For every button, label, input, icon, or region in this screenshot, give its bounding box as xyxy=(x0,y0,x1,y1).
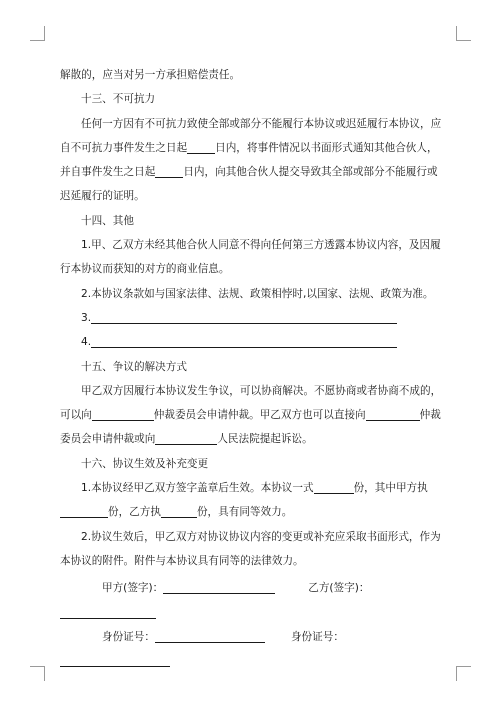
blank-field xyxy=(366,407,420,421)
heading-force-majeure: 十三、不可抗力 xyxy=(81,93,156,106)
text-segment: 甲乙双方因履行本协议发生争议，可以协商解决。不愿协商或者协商不成的，可以向 xyxy=(60,384,442,422)
blank-line xyxy=(91,310,397,324)
document-body xyxy=(60,63,445,673)
party-b-id-field xyxy=(60,653,170,667)
crop-mark-top-right xyxy=(456,26,471,41)
party-a-signature-field xyxy=(163,580,275,594)
heading-dispute: 十五、争议的解决方式 xyxy=(81,360,187,373)
paragraph-effect-2: 2.协议生效后，甲乙双方对协议协议内容的变更或补充应采取书面形式，作为本协议的附件。附件与本协议具有同等的法律效力。 xyxy=(60,530,441,567)
signature-line xyxy=(60,576,445,625)
heading-effect: 十六、协议生效及补充变更 xyxy=(81,457,209,470)
text-segment: 份，具有同等效力。 xyxy=(196,506,293,519)
text-segment: 人民法院提起诉讼。 xyxy=(217,433,313,446)
blank-field xyxy=(155,164,183,178)
paragraph-other-2: 2.本协议条款如与国家法律、法规、政策相悖时,以国家、法规、政策为准。 xyxy=(81,287,434,300)
item-number: 3. xyxy=(81,311,92,324)
party-a-signature-label: 甲方(签字)： xyxy=(102,582,164,595)
blank-field xyxy=(161,504,197,518)
paragraph-other-4 xyxy=(60,330,445,354)
paragraph-other-3 xyxy=(60,306,445,330)
blank-field xyxy=(314,480,354,494)
party-a-id-label: 身份证号： xyxy=(102,630,155,643)
paragraph-other-1: 1.甲、乙双方未经其他合伙人同意不得向任何第三方透露本协议内容，及因履行本协议而获知的对方的商业信息。 xyxy=(60,239,441,276)
party-b-id-label: 身份证号： xyxy=(290,630,344,643)
text-segment: 仲裁委员会申请仲裁。甲乙双方也可以直接向 xyxy=(153,409,366,422)
text-segment: 仲裁委员会申请仲裁或向 xyxy=(60,409,441,446)
party-b-signature-field xyxy=(60,605,156,619)
text-segment: 份，其中甲方执 xyxy=(353,482,428,495)
crop-mark-bottom-left xyxy=(30,666,45,681)
text-segment: 份，乙方执 xyxy=(108,506,161,519)
party-a-id-field xyxy=(155,629,265,643)
blank-field xyxy=(155,431,217,445)
paragraph-dispute xyxy=(60,379,445,452)
party-b-signature-label: 乙方(签字)： xyxy=(308,582,370,595)
blank-field xyxy=(82,504,108,518)
text-segment: 任何一方因有不可抗力致使全部或部分不能履行本协议或迟延履行本协议，应自不可抗力事件发生之日起 xyxy=(60,117,442,154)
paragraph-force-majeure xyxy=(60,112,445,209)
crop-mark-bottom-right xyxy=(456,666,471,681)
blank-field xyxy=(60,504,82,518)
paragraph-liability-end: 解散的，应当对另一方承担赔偿责任。 xyxy=(60,69,241,81)
item-number: 4. xyxy=(81,336,92,349)
text-segment: 1.本协议经甲乙双方签字盖章后生效。本协议一式 xyxy=(81,482,314,495)
blank-line xyxy=(91,334,397,348)
blank-field xyxy=(92,407,154,421)
crop-mark-top-left xyxy=(30,26,45,41)
text-segment: 日内，将事件情况以书面形式通知其他合伙人，并自事件发生之日起 xyxy=(60,141,438,179)
paragraph-effect-1 xyxy=(60,476,445,525)
text-segment: 日内，向其他合伙人提交导致其全部或部分不能履行或迟延履行的证明。 xyxy=(60,166,438,203)
heading-other: 十四、其他 xyxy=(81,214,134,227)
id-number-line xyxy=(60,625,445,674)
blank-field xyxy=(187,140,215,154)
